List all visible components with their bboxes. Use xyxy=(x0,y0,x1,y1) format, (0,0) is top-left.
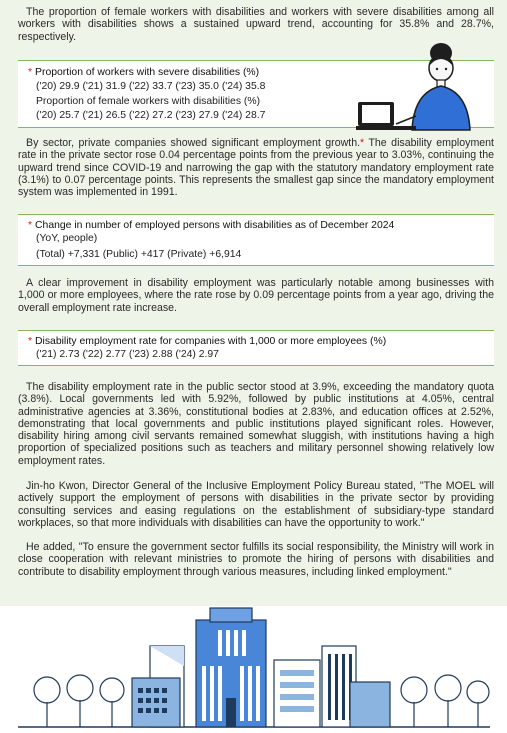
sector-rest: The disability employment rate in the private sector rose 0.04 percentage points from the previous year to 3.03%, continuing the upward trend since COVID-19 and narrowing the gap with the statutory mandatory employment rate (3.1%) to 0.07 percentage points. This represents the smallest gap since the mandatory employment system was implemented in 1991. xyxy=(18,137,494,199)
quote-text-2: He added, "To ensure the government sector fulfills its social responsibility, the Ministry will work in close cooperation with relevant ministries to promote the hiring of persons with disabilities and contribute to disability employment through various measures, including linked employment." xyxy=(18,541,494,578)
large-title-line xyxy=(28,336,386,348)
laptop-base xyxy=(356,126,416,130)
woman-laptop-illustration xyxy=(356,38,486,134)
tree-icon xyxy=(401,675,489,727)
large-values: ('21) 2.73 ('22) 2.77 ('23) 2.88 ('24) 2.97 xyxy=(36,349,219,360)
quote-paragraph-1 xyxy=(18,480,494,529)
large-business-paragraph xyxy=(18,277,494,314)
quote-text-1: Jin-ho Kwon, Director General of the Inclusive Employment Policy Bureau stated, "The MOEL will actively support the employment of persons with disabilities in the private sector by providing consulting services and easing regulations on the establishment of subsidiary-type standard workplaces, so that more individuals with disabilities can have the opportunity to work." xyxy=(18,480,494,529)
female-title: Proportion of female workers with disabilities (%) xyxy=(36,96,261,107)
change-subtitle: (YoY, people) xyxy=(36,233,98,244)
blue-shirt xyxy=(412,86,470,130)
stats-box-change xyxy=(18,214,494,266)
severe-values: ('20) 29.9 ('21) 31.9 ('22) 33.7 ('23) 35.0 ('24) 35.8 xyxy=(36,81,266,92)
severe-title: Proportion of workers with severe disabilities (%) xyxy=(35,67,260,78)
asterisk-marker: * xyxy=(28,67,33,78)
asterisk-marker: * xyxy=(28,336,33,347)
asterisk-marker: * xyxy=(28,220,33,231)
intro-text: The proportion of female workers with disabilities and workers with severe disabilities among all workers with disabilities shows a sustained upward trend, accounting for 35.8% and 28.7%, respectively. xyxy=(18,6,494,43)
sector-paragraph xyxy=(18,137,494,198)
low-building xyxy=(350,682,390,727)
asterisk-marker: * xyxy=(360,137,365,149)
female-values: ('20) 25.7 ('21) 26.5 ('22) 27.2 ('23) 27.9 ('24) 28.7 xyxy=(36,110,266,121)
tree-icon xyxy=(34,675,124,727)
change-title: Change in number of employed persons with disabilities as of December 2024 xyxy=(35,220,395,231)
public-sector-paragraph xyxy=(18,381,494,467)
city-buildings-illustration xyxy=(0,606,507,733)
stats-box-large-companies xyxy=(18,330,494,366)
public-sector-text: The disability employment rate in the public sector stood at 3.9%, exceeding the mandatory quota (3.8%). Local governments led with 5.92%, followed by public institutions at 4.05%, central administrative agencies at 3.36%, constitutional bodies at 2.83%, and education offices at 2.52%, demonstrating that local governments and public institutions played significant roles. However, disability hiring among civil servants remained somewhat sluggish, with institutions having a high proportion of specialized positions such as teachers and military personnel showing relatively low employment rates. xyxy=(18,381,494,467)
change-values: (Total) +7,331 (Public) +417 (Private) +6,914 xyxy=(36,249,242,260)
change-title-line xyxy=(28,220,394,232)
large-business-text: A clear improvement in disability employment was particularly notable among businesses with 1,000 or more employees, where the rate rose by 0.09 percentage points from a year ago, driving the overall employment rate increase. xyxy=(18,277,494,314)
severe-title-line xyxy=(28,67,259,79)
large-title: Disability employment rate for companies with 1,000 or more employees (%) xyxy=(35,336,387,347)
quote-paragraph-2 xyxy=(18,541,494,578)
sector-lead: By sector, private companies showed significant employment growth. xyxy=(26,137,361,149)
